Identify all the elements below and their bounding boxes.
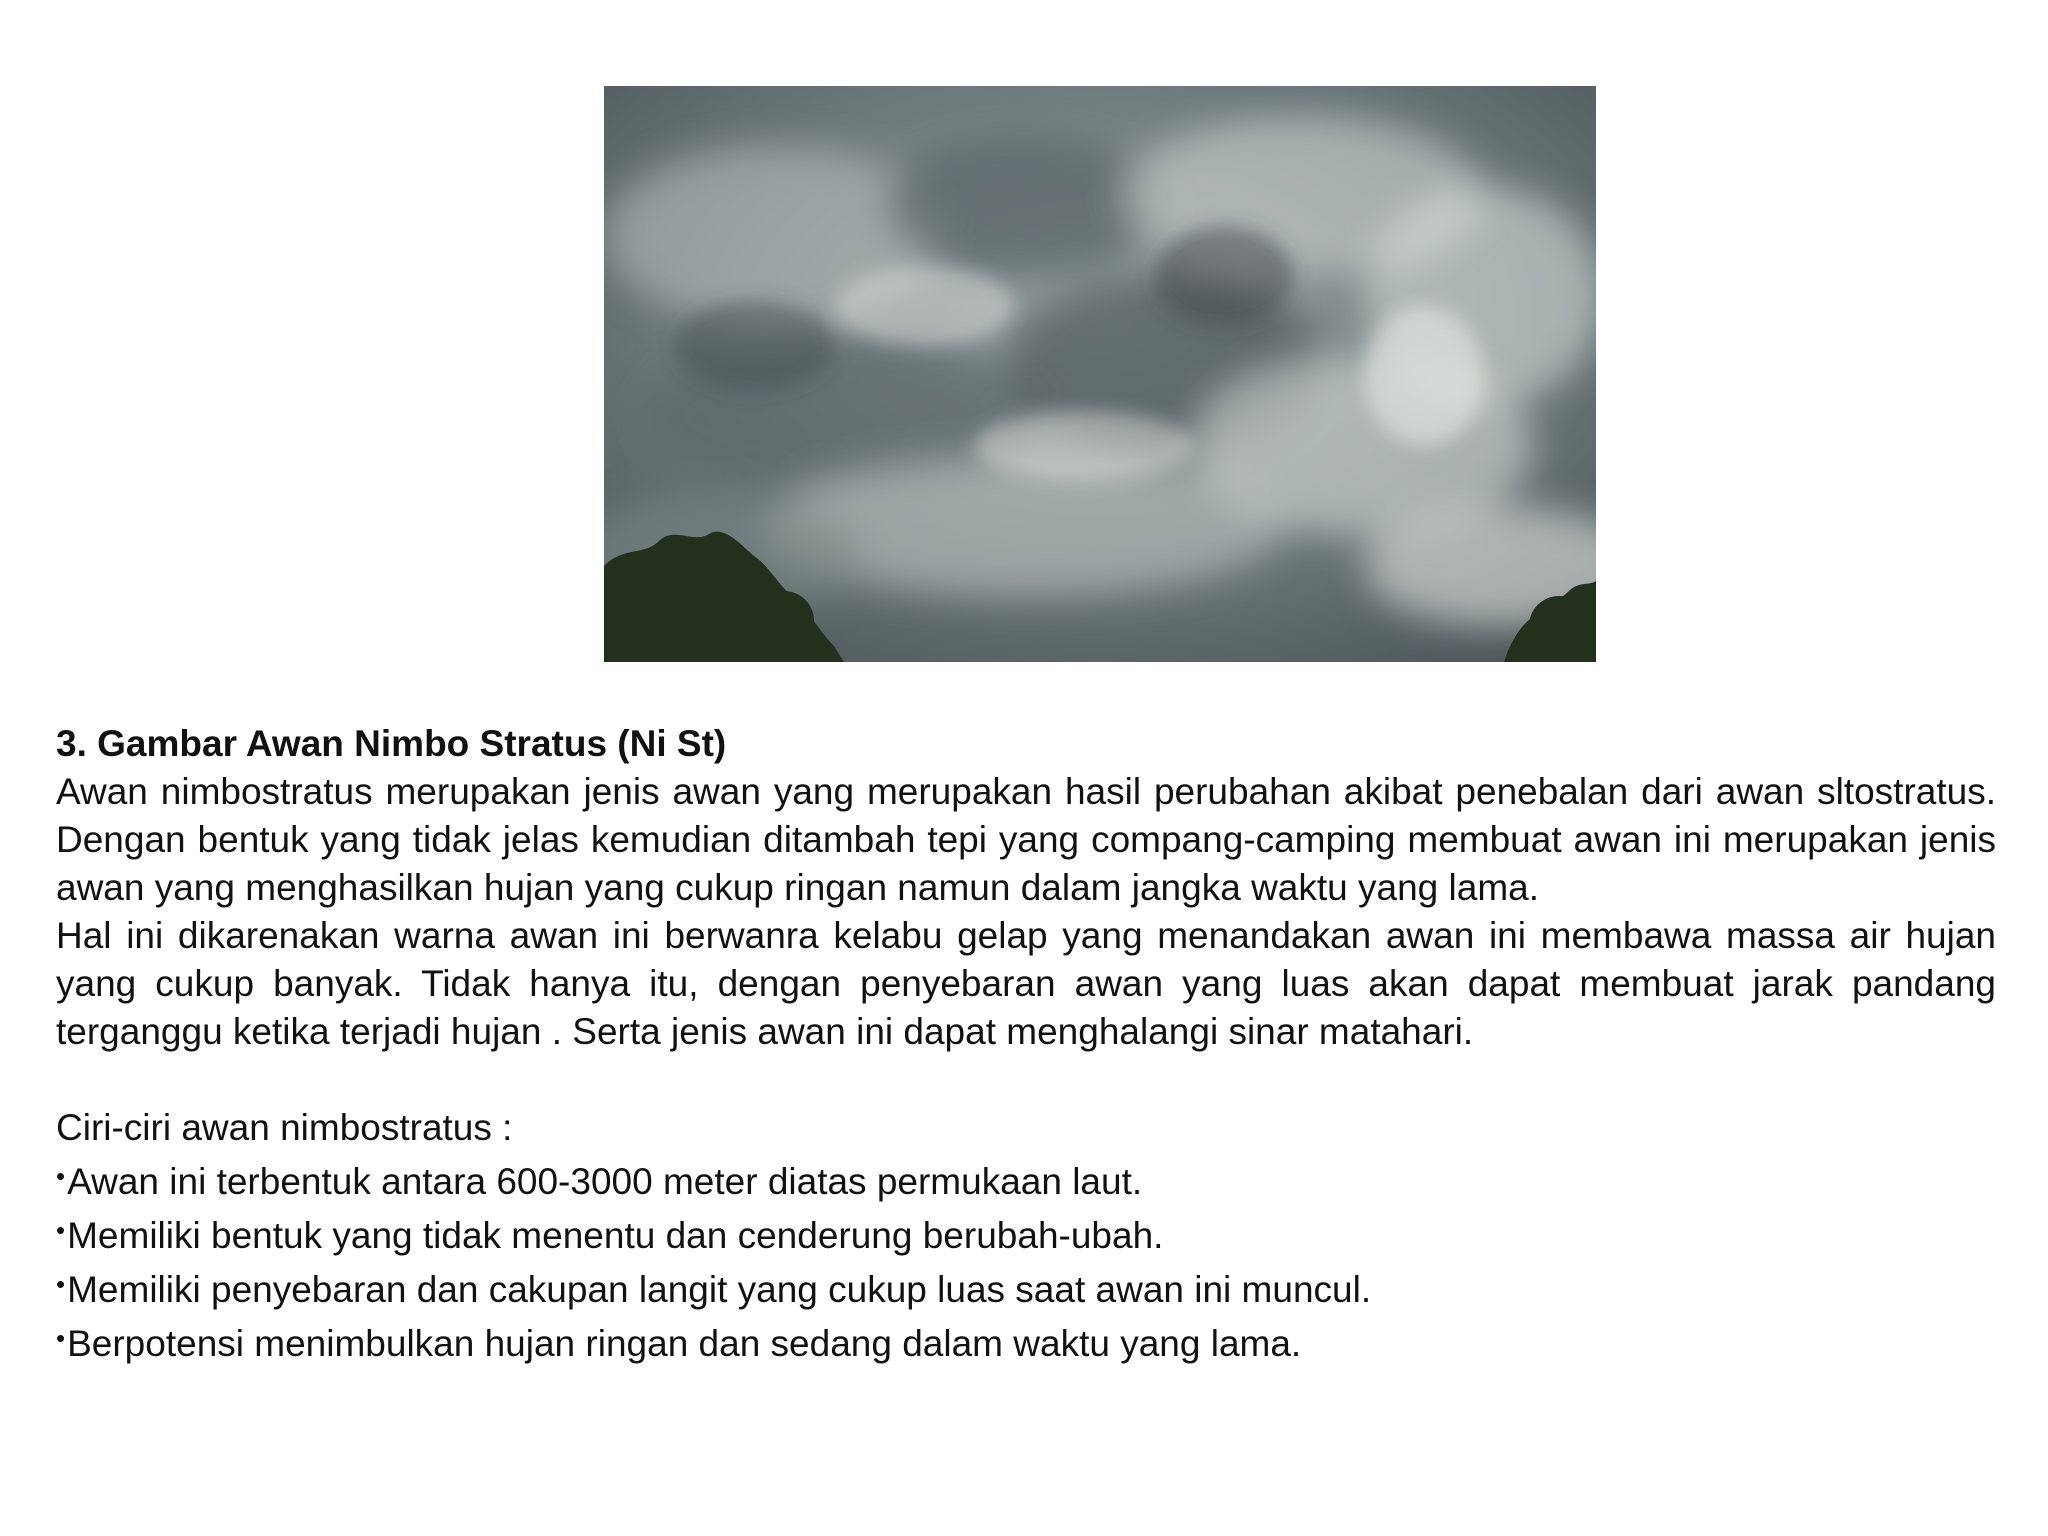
bullet-icon: • [56, 1161, 66, 1191]
list-item-text: Memiliki bentuk yang tidak menentu dan cenderung berubah-ubah. [67, 1215, 1164, 1256]
bullet-icon: • [56, 1269, 66, 1299]
cloud-photo-image [604, 86, 1596, 662]
bullet-icon: • [56, 1215, 66, 1245]
list-item-text: Berpotensi menimbulkan hujan ringan dan sedang dalam waktu yang lama. [67, 1323, 1302, 1364]
description-paragraph-2: Hal ini dikarenakan warna awan ini berwanra kelabu gelap yang menandakan awan ini membawa massa air hujan yang cukup banyak. Tidak hanya itu, dengan penyebaran awan yang luas akan dapat membuat jarak pandang terganggu ketika terjadi hujan . Serta jenis awan ini dapat menghalangi sinar matahari. [56, 915, 1996, 1052]
list-item [56, 1260, 1996, 1314]
list-item [56, 1206, 1996, 1260]
description-paragraph-1: Awan nimbostratus merupakan jenis awan yang merupakan hasil perubahan akibat penebalan dari awan sltostratus. Dengan bentuk yang tidak jelas kemudian ditambah tepi yang compang-camping membuat awan ini merupakan jenis awan yang menghasilkan hujan yang cukup ringan namun dalam jangka waktu yang lama. [56, 771, 1996, 908]
list-item-text: Awan ini terbentuk antara 600-3000 meter diatas permukaan laut. [67, 1161, 1143, 1202]
characteristics-list [56, 1152, 1996, 1368]
cloud-photo [604, 86, 1596, 662]
section-heading: 3. Gambar Awan Nimbo Stratus (Ni St) [56, 723, 727, 764]
paragraph-gap [56, 1056, 1996, 1104]
list-item [56, 1314, 1996, 1368]
characteristics-title: Ciri-ciri awan nimbostratus : [56, 1107, 513, 1148]
bullet-icon: • [56, 1323, 66, 1353]
text-content [56, 720, 1996, 1368]
list-item-text: Memiliki penyebaran dan cakupan langit yang cukup luas saat awan ini muncul. [67, 1269, 1372, 1310]
list-item [56, 1152, 1996, 1206]
